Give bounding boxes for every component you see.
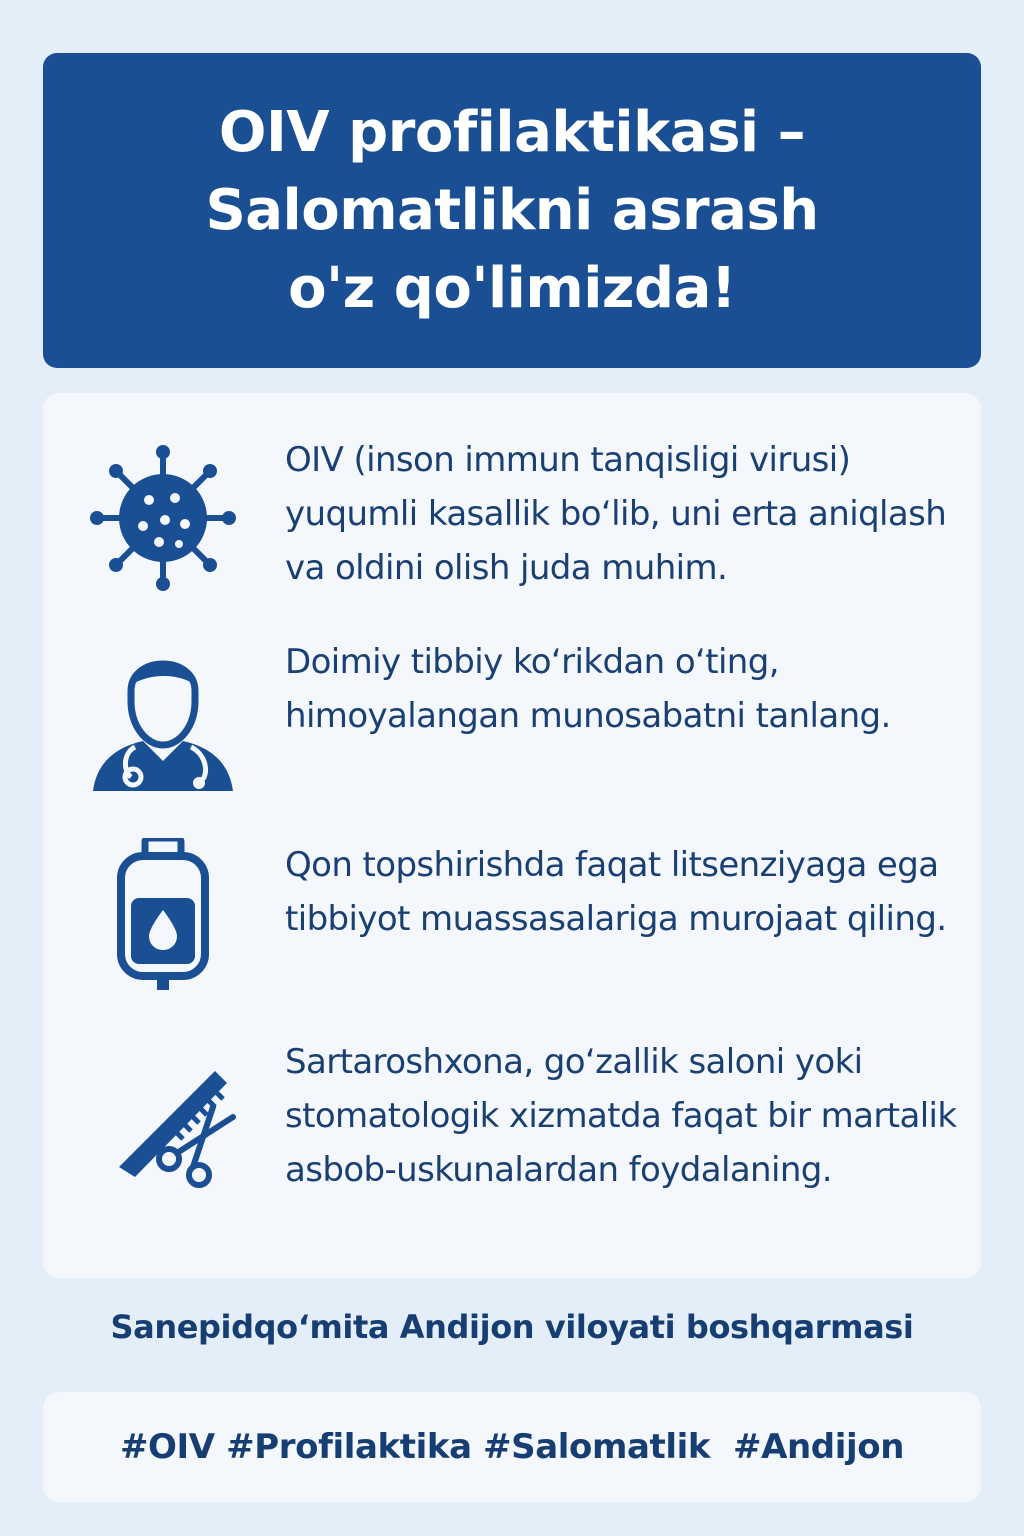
page-title: OIV profilaktikasi – Salomatlikni asrash o'z qo'limizda! xyxy=(205,99,819,321)
hashtags-box xyxy=(43,1392,981,1502)
doctor-icon xyxy=(83,635,243,795)
info-text-blood: Qon topshirishda faqat litsenziyaga ega tibbiyot muassasalariga murojaat qiling. xyxy=(285,845,947,939)
organization-name: Sanepidqo‘mita Andijon viloyati boshqarmasi xyxy=(110,1308,914,1346)
info-text-checkup: Doimiy tibbiy ko‘rikdan o‘ting, himoyalangan munosabatni tanlang. xyxy=(285,642,891,736)
header-banner xyxy=(43,53,981,368)
info-text-tools: Sartaroshxona, go‘zallik saloni yoki stomatologik xizmatda faqat bir martalik asbob-uskunalardan foydalaning. xyxy=(285,1042,957,1190)
info-text-virus: OIV (inson immun tanqisligi virusi) yuqumli kasallik bo‘lib, uni erta aniqlash va oldini olish juda muhim. xyxy=(285,440,947,588)
blood-bag-icon xyxy=(83,838,243,998)
info-card xyxy=(43,393,981,1278)
hashtags: #OIV #Profilaktika #Salomatlik #Andijon xyxy=(119,1427,905,1467)
virus-icon xyxy=(83,438,243,598)
comb-scissors-icon xyxy=(83,1035,243,1195)
